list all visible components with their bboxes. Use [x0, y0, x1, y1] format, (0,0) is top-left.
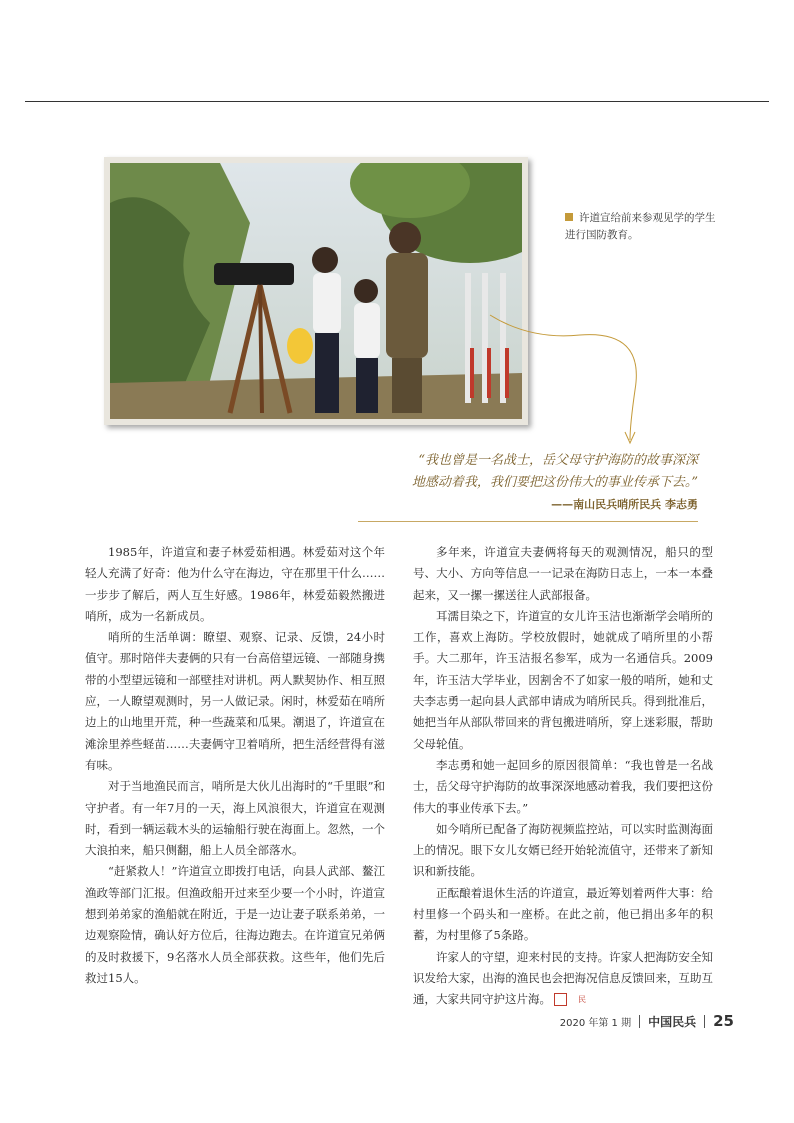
paragraph: 哨所的生活单调：瞭望、观察、记录、反馈，24小时值守。那时陪伴夫妻俩的只有一台高倍望远镜、一部随身携带的小型望远镜和一部壁挂对讲机。两人默契协作、相互照应，一人瞭望观测时，另一人做记录。闲时，林爱茹在哨所边上的山地里开荒，种一些蔬菜和瓜果。潮退了，许道宣在滩涂里养些蛏苗……夫妻俩守卫着哨所，把生活经营得有滋有味。: [85, 630, 385, 772]
end-mark-icon: 民: [554, 993, 567, 1006]
paragraph: 正酝酿着退休生活的许道宣，最近筹划着两件大事：给村里修一个码头和一座桥。在此之前，他已捐出多年的积蓄，为村里修了5条路。: [413, 885, 713, 943]
paragraph: 多年来，许道宣夫妻俩将每天的观测情况，船只的型号、大小、方向等信息一一记录在海防日志上，一本一本叠起来，又一摞一摞送往人武部报备。: [413, 545, 713, 602]
paragraph-text: 许家人的守望，迎来村民的支持。许家人把海防安全知识发给大家，出海的渔民也会把海况信息反馈回来，互助互通，大家共同守护这片海。: [413, 949, 713, 1007]
paragraph: 对于当地渔民而言，哨所是大伙儿出海时的“千里眼”和守护者。有一年7月的一天，海上风浪很大，许道宣在观测时，看到一辆运载木头的运输船行驶在海面上。忽然，一个大浪拍来，船只侧翻，船上人员全部落水。: [85, 779, 385, 858]
paragraph-last: [413, 947, 713, 1011]
magazine-name: 中国民兵: [648, 1014, 697, 1029]
paragraph: 如今哨所已配备了海防视频监控站，可以实时监测海面上的情况。眼下女儿女婿已经开始轮流值守，还带来了新知识和新技能。: [413, 821, 713, 879]
pull-quote-line-2: 地感动着我，我们要把这份伟大的事业传承下去。”: [411, 475, 698, 490]
photo-caption: [565, 210, 725, 244]
photo-frame: [104, 157, 528, 425]
caption-pointer-arrow: [470, 300, 650, 450]
caption-square-icon: [565, 213, 573, 221]
footer-divider: [639, 1015, 640, 1028]
article-column-left: [85, 542, 385, 989]
header-rule: [25, 101, 769, 102]
paragraph: 李志勇和她一起回乡的原因很简单：“我也曾是一名战士，岳父母守护海防的故事深深地感动着我，我们要把这份伟大的事业传承下去。”: [413, 757, 713, 815]
article-photo: [110, 163, 522, 419]
page-number: 25: [713, 1012, 734, 1030]
pull-quote-rule: [358, 521, 698, 522]
pull-quote: [358, 450, 698, 494]
caption-text: 许道宣给前来参观见学的学生进行国防教育。: [565, 212, 716, 241]
photo-illustration: [110, 163, 522, 419]
paragraph: 耳濡目染之下，许道宣的女儿许玉洁也渐渐学会哨所的工作，喜欢上海防。学校放假时，她就成了哨所里的小帮手。大二那年，许玉洁报名参军，成为一名通信兵。2009年，许玉洁大学毕业，因割舍不了如家一般的哨所，她和丈夫李志勇一起向县人武部申请成为哨所民兵。得到批准后，她把当年从部队带回来的背包搬进哨所，穿上迷彩服，帮助父母轮值。: [413, 608, 713, 751]
pull-quote-line-1: “我也曾是一名战士，岳父母守护海防的故事深深: [418, 453, 698, 468]
page-footer: [560, 1012, 734, 1030]
paragraph: “赶紧救人！”许道宣立即拨打电话，向县人武部、鳌江渔政等部门汇报。但渔政船开过来至少要一个小时，许道宣想到弟弟家的渔船就在附近，于是一边让妻子联系弟弟，一边观察险情，确认好方位后，往海边跑去。在许道宣兄弟俩的及时救援下，9名落水人员全部获救。这些年，他们先后救过15人。: [85, 864, 385, 985]
article-column-right: [413, 542, 713, 1011]
paragraph: 1985年，许道宣和妻子林爱茹相遇。林爱茹对这个年轻人充满了好奇：他为什么守在海边，守在那里干什么……一步步了解后，两人互生好感。1986年，林爱茹毅然搬进哨所，成为一名新成员。: [85, 545, 385, 623]
issue-label: 2020 年第 1 期: [559, 1017, 632, 1029]
pull-quote-attribution: ——南山民兵哨所民兵 李志勇: [551, 498, 698, 511]
footer-divider: [704, 1015, 705, 1028]
